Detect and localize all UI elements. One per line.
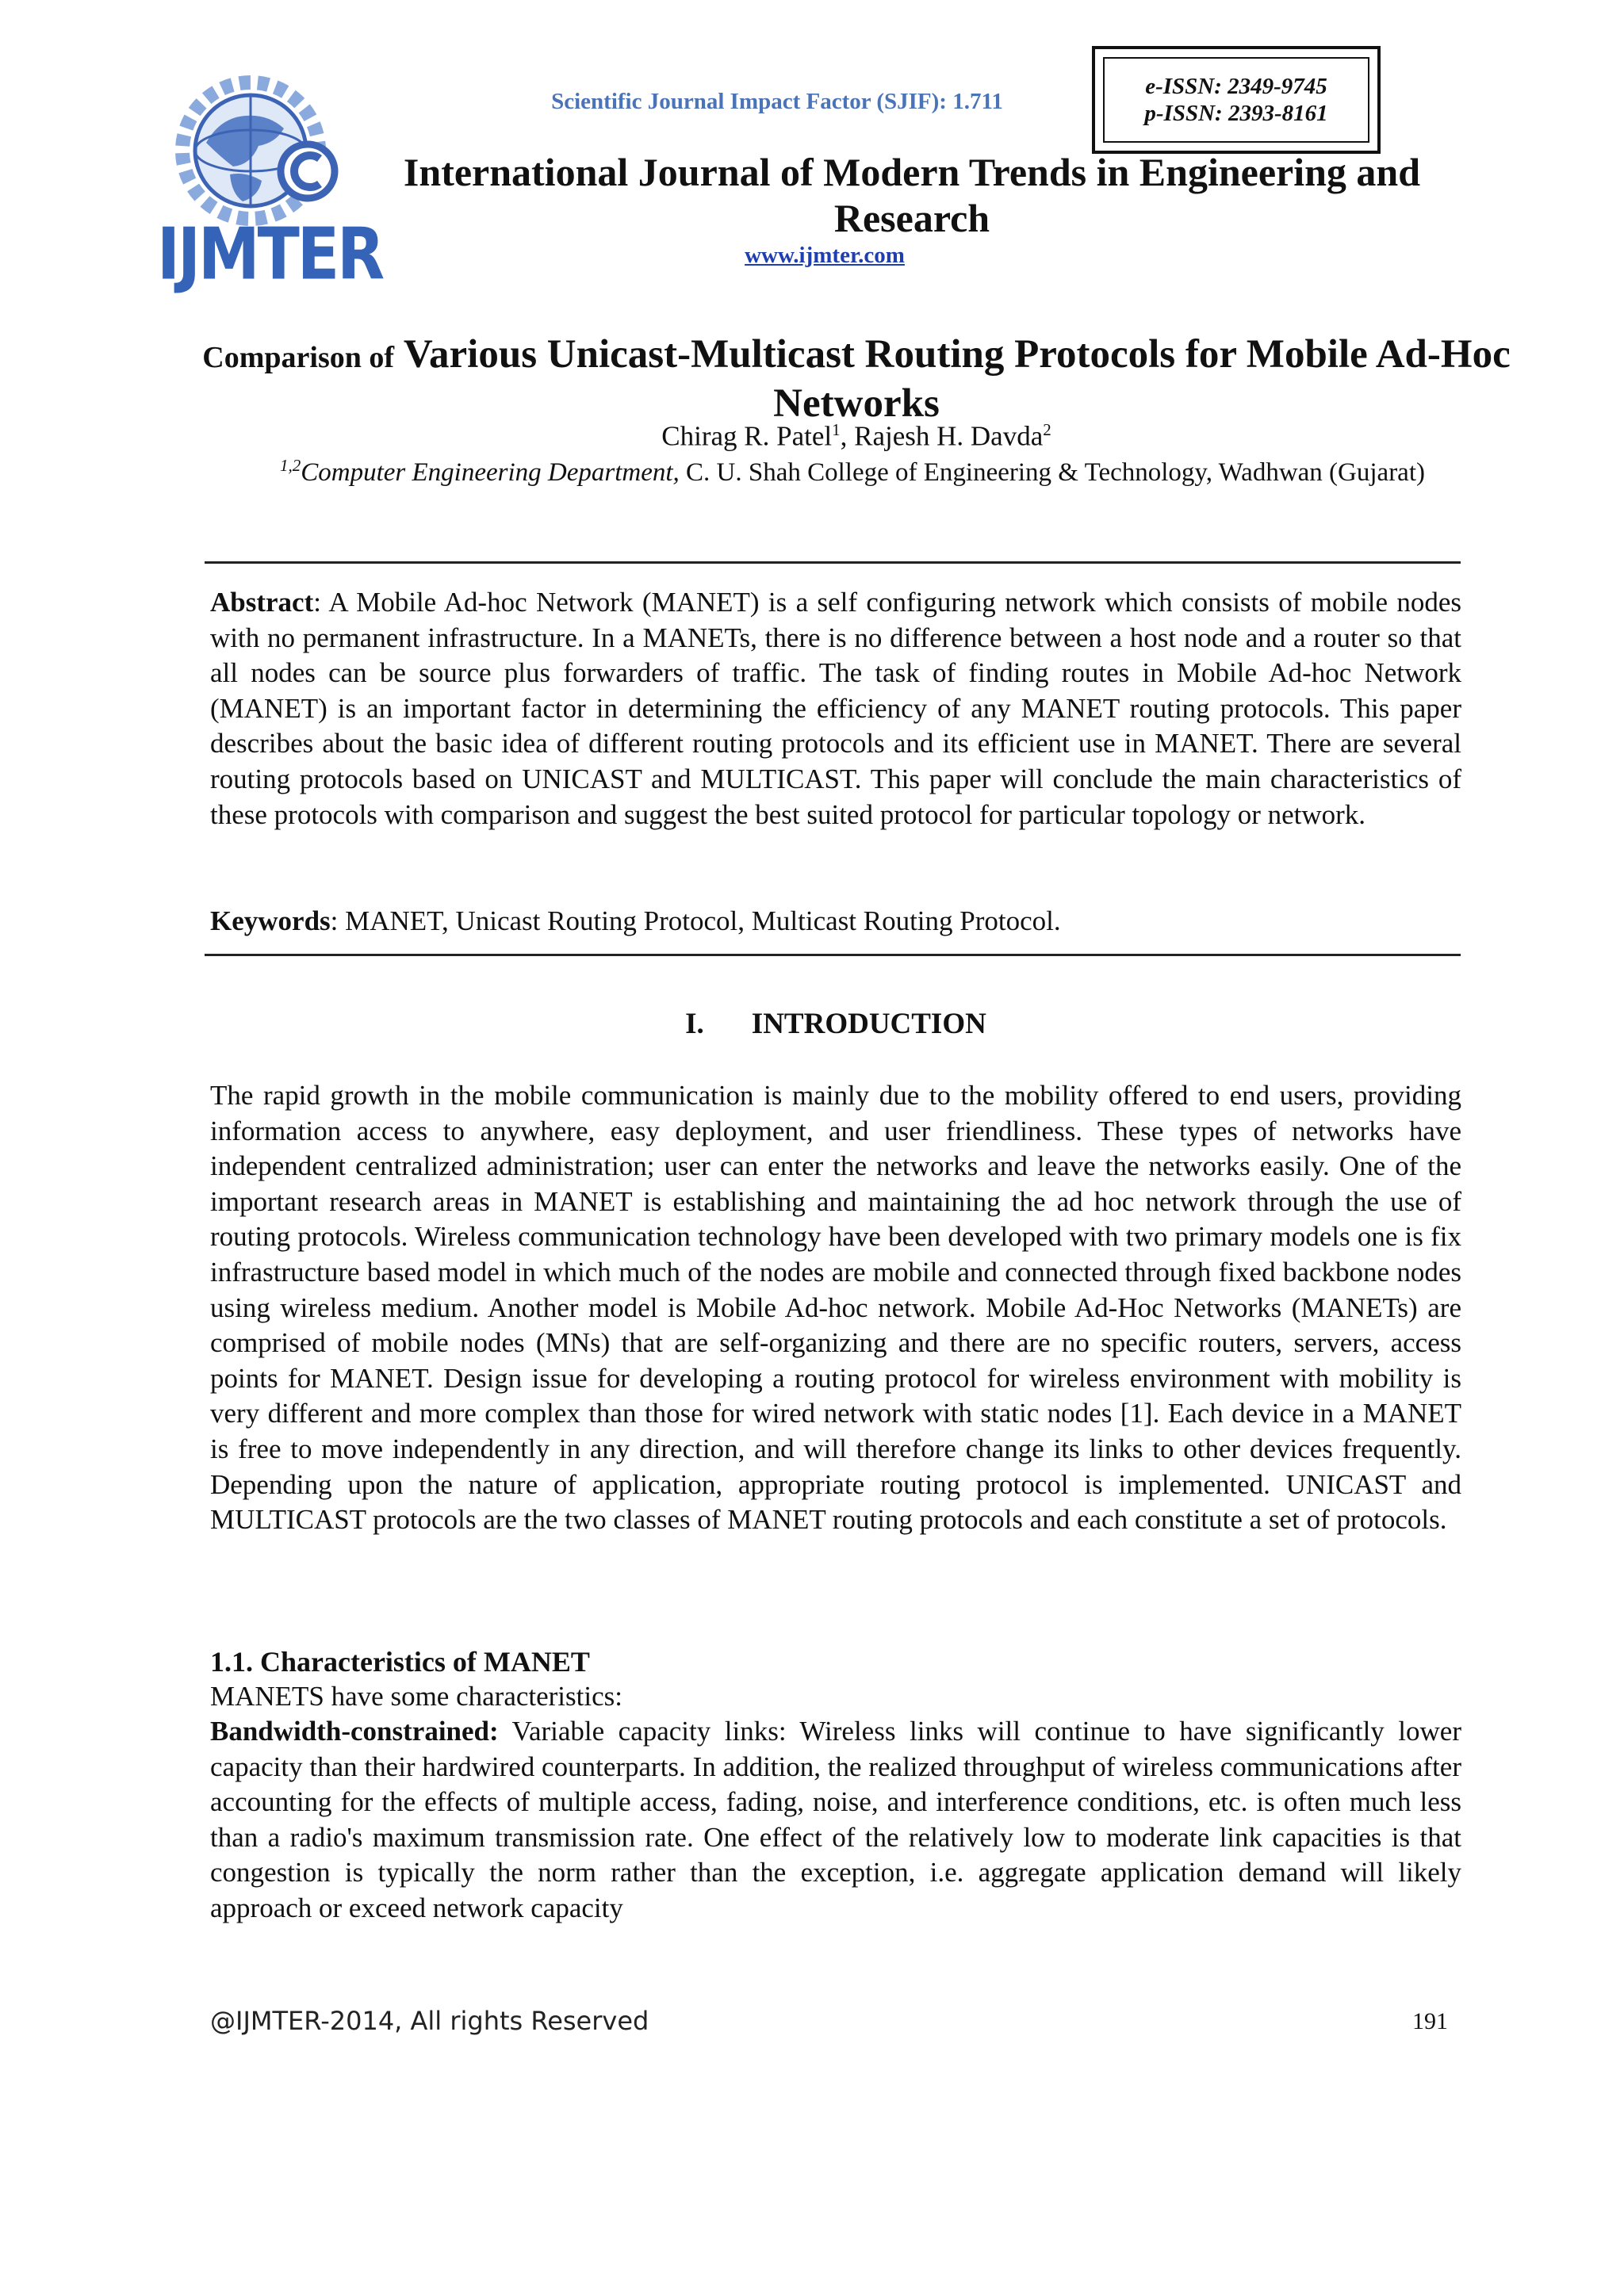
e-issn: e-ISSN: 2349-9745 — [1145, 74, 1327, 99]
section-title: INTRODUCTION — [751, 1008, 986, 1040]
journal-title: International Journal of Modern Trends in Engineering and Research — [403, 150, 1421, 240]
author-separator: , — [840, 420, 855, 452]
characteristics-intro: MANETS have some characteristics: — [210, 1681, 622, 1712]
issn-box — [1092, 46, 1381, 154]
introduction-text: The rapid growth in the mobile communication is mainly due to the mobility offered to end users, providing information access to anywhere, easy deployment, and user friendliness. These types of networks have independent centralized administration; user can enter the networks and leave the networks easily. One of the important research areas in MANET is establishing and maintaining the ad hoc network through the use of routing protocols. Wireless communication technology have been developed with two primary models one is fix infrastructure based model in which much of the nodes are mobile and connected through fixed backbone nodes using wireless medium. Another model is Mobile Ad-hoc network. Mobile Ad-Hoc Networks (MANETs) are comprised of mobile nodes (MNs) that are self-organizing and there are no specific routers, servers, access points for MANET. Design issue for developing a routing protocol for wireless environment with mobility is very different and more complex than those for wired network with static nodes [1]. Each device in a MANET is free to move independently in any direction, and will therefore change its links to other devices frequently. Depending upon the nature of application, appropriate routing protocol is implemented. UNICAST and MULTICAST protocols are the two classes of MANET routing protocols and each constitute a set of protocols. — [210, 1080, 1461, 1536]
author-list — [238, 420, 1475, 453]
author-name: Rajesh H. Davda — [854, 420, 1044, 452]
keywords — [210, 904, 1461, 939]
journal-url-container — [476, 243, 1174, 269]
section-heading — [210, 1007, 1461, 1041]
bandwidth-paragraph — [210, 1714, 1461, 1927]
journal-logo — [157, 70, 383, 297]
affiliation-sup: 1,2 — [280, 456, 301, 475]
paper-title-lead: Comparison of — [202, 341, 395, 374]
author-sup: 1 — [832, 420, 841, 439]
affiliation — [119, 456, 1586, 488]
bandwidth-text: Variable capacity links: Wireless links will continue to have significantly lower capacity than their hardwired counterparts. In addition, the realized throughput of wireless communications after accounting for the effects of multiple access, fading, noise, and interference conditions, etc. is often much less than a radio's maximum transmission rate. One effect of the relatively low to moderate link capacities is that congestion is typically the norm rather than the exception, i.e. aggregate application demand will likely approach or exceed network capacity — [210, 1716, 1461, 1923]
author-name: Chirag R. Patel — [661, 420, 833, 452]
affiliation-institution: C. U. Shah College of Engineering & Technology, Wadhwan (Gujarat) — [679, 458, 1425, 487]
keywords-label: Keywords — [210, 905, 331, 936]
section-number: I. — [685, 1008, 704, 1040]
page-number: 191 — [1412, 2008, 1448, 2034]
author-sup: 2 — [1043, 420, 1051, 439]
paper-title — [159, 331, 1554, 427]
p-issn: p-ISSN: 2393-8161 — [1144, 101, 1328, 126]
abstract-label: Abstract — [210, 587, 314, 618]
paper-title-main: Various Unicast-Multicast Routing Protocols for Mobile Ad-Hoc Networks — [403, 332, 1511, 426]
divider-bottom — [205, 954, 1461, 956]
impact-factor: Scientific Journal Impact Factor (SJIF): 1.711 — [551, 89, 1003, 114]
affiliation-dept: Computer Engineering Department, — [301, 458, 680, 487]
divider-top — [205, 561, 1461, 564]
journal-url-link[interactable]: www.ijmter.com — [745, 243, 905, 268]
abstract — [210, 585, 1461, 832]
logo-wordmark: IJMTER — [157, 214, 383, 297]
abstract-text: : A Mobile Ad-hoc Network (MANET) is a self configuring network which consists of mobile nodes with no permanent infrastructure. In a MANETs, there is no difference between a host node and a router so that all nodes can be source plus forwarders of traffic. The task of finding routes in Mobile Ad-hoc Network (MANET) is an important factor in determining the efficiency of any MANET routing protocols. This paper describes about the basic idea of different routing protocols and its efficient use in MANET. There are several routing protocols based on UNICAST and MULTICAST. This paper will conclude the main characteristics of these protocols with comparison and suggest the best suited protocol for particular topology or network. — [210, 587, 1461, 830]
keywords-text: : MANET, Unicast Routing Protocol, Multicast Routing Protocol. — [330, 905, 1061, 936]
footer-copyright: @IJMTER-2014, All rights Reserved — [210, 2006, 649, 2036]
subsection-heading: 1.1. Characteristics of MANET — [210, 1646, 590, 1678]
bandwidth-label: Bandwidth-constrained: — [210, 1716, 499, 1747]
